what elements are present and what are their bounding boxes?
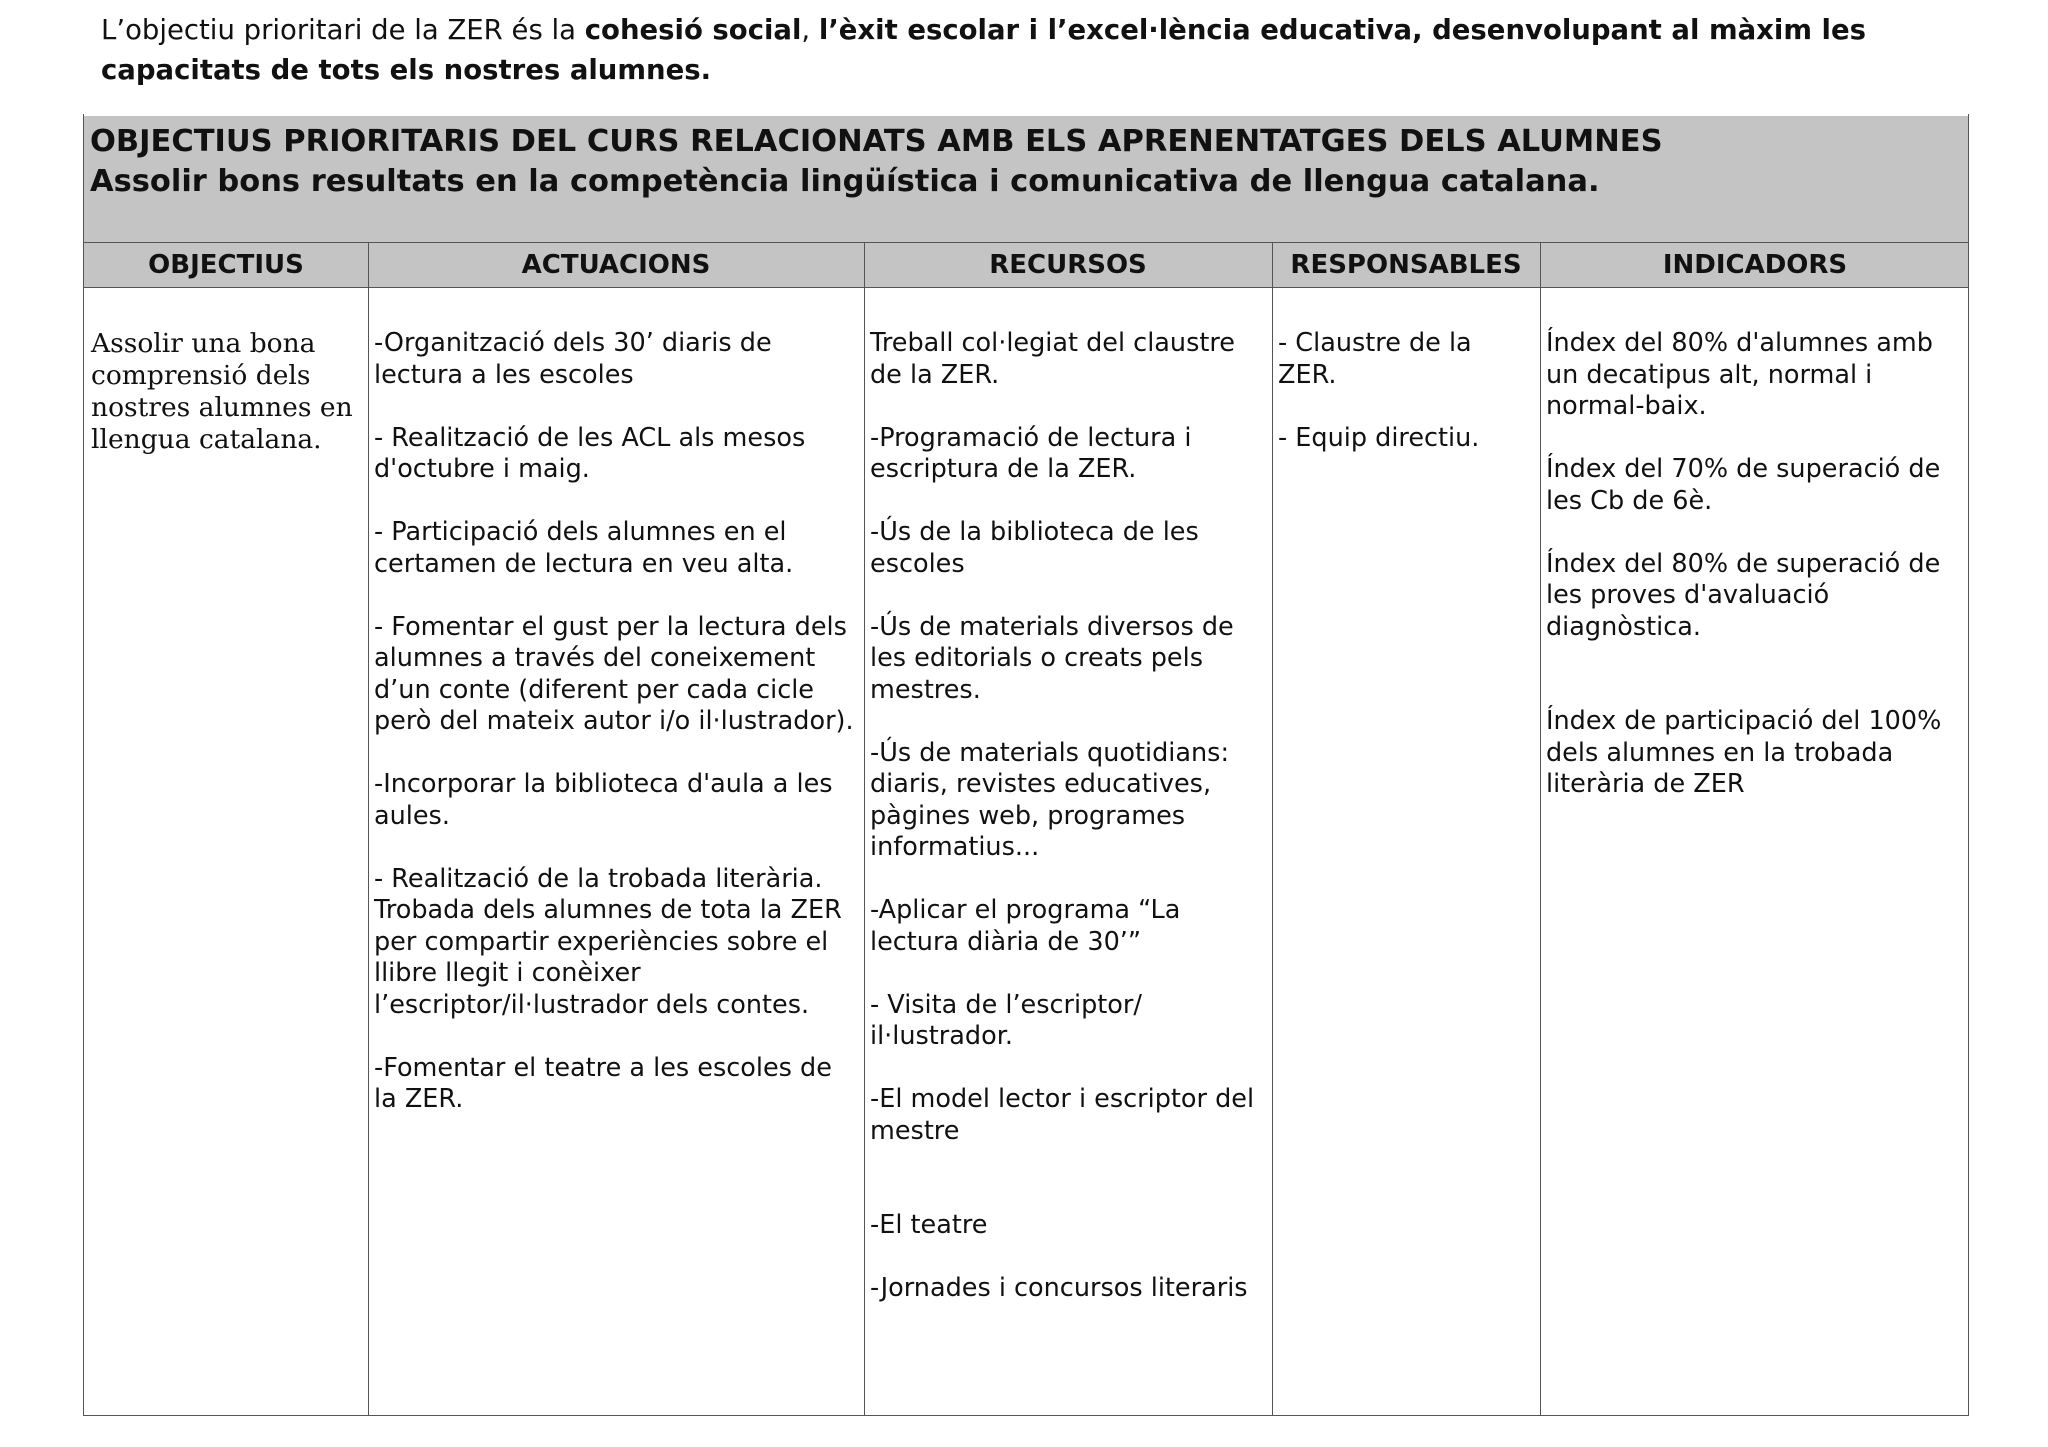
header-objectius: OBJECTIUS [148,250,304,280]
recurs-item: -Programació de lectura i escriptura de la ZER. [870,422,1192,484]
responsable-item: - Claustre de la ZER. [1278,328,1472,390]
recurs-item: -El model lector i escriptor del mestre [870,1084,1255,1146]
recurs-item: -Ús de materials quotidians: diaris, revistes educatives, pàgines web, programes informatius... [870,737,1230,862]
banner-title: OBJECTIUS PRIORITARIS DEL CURS RELACIONATS AMB ELS APRENENTATGES DELS ALUMNES [90,124,1663,159]
actuacio-item: -Organització dels 30’ diaris de lectura a les escoles [374,328,772,390]
cell-actuacions [368,328,864,1147]
cell-recursos [864,328,1272,1336]
cell-objectius [84,328,368,456]
indicador-item: Índex del 80% d'alumnes amb un decatipus alt, normal i normal-baix. [1546,328,1933,421]
indicador-item: Índex de participació del 100% dels alumnes en la trobada literària de ZER [1546,706,1942,799]
intro-bold-exit: l’èxit escolar i l’excel·lència educativa, desenvolupant al màxim les capacitats de tots els nostres alumnes. [101,14,1867,86]
responsable-item: - Equip directiu. [1278,422,1480,453]
intro-paragraph [101,10,1981,90]
recurs-item: - Visita de l’escriptor/ il·lustrador. [870,989,1142,1051]
actuacio-item: -Fomentar el teatre a les escoles de la ZER. [374,1052,832,1114]
cell-responsables [1272,328,1540,486]
indicador-item: Índex del 80% de superació de les proves d'avaluació diagnòstica. [1546,548,1941,642]
intro-separator: , [801,14,819,46]
header-recursos: RECURSOS [989,250,1147,280]
intro-bold-cohesio: cohesió social [584,14,802,46]
actuacio-item: -Incorporar la biblioteca d'aula a les aules. [374,769,833,831]
recurs-item: -Jornades i concursos literaris [870,1273,1248,1303]
table-banner [84,116,1968,242]
recurs-item: Treball col·legiat del claustre de la ZER. [870,328,1235,390]
recurs-item: -Ús de la biblioteca de les escoles [870,517,1199,579]
header-indicadors: INDICADORS [1662,250,1848,280]
indicador-item: Índex del 70% de superació de les Cb de 6è. [1546,454,1941,516]
actuacio-item: - Realització de la trobada literària. Trobada dels alumnes de tota la ZER per compartir experiències sobre el llibre llegit i conèixer l’escriptor/il·lustrador dels contes. [374,863,842,1020]
actuacio-item: - Fomentar el gust per la lectura dels alumnes a través del coneixement d’un conte (diferent per cada cicle però del mateix autor i/o il·lustrador). [374,611,854,736]
intro-prefix: L’objectiu prioritari de la ZER és la [101,14,585,46]
objectives-table [83,114,1969,1416]
recurs-item: -Aplicar el programa “La lectura diària de 30’” [870,895,1181,957]
table-header-row [84,242,1968,288]
recurs-item: -El teatre [870,1210,988,1240]
header-responsables: RESPONSABLES [1290,250,1522,280]
actuacio-item: - Participació dels alumnes en el certamen de lectura en veu alta. [374,517,794,579]
banner-subtitle: Assolir bons resultats en la competència lingüística i comunicativa de llengua catalana. [90,164,1600,199]
objective-text: Assolir una bona comprensió dels nostres alumnes en llengua catalana. [91,328,353,455]
cell-indicadors [1540,328,1970,832]
recurs-item: -Ús de materials diversos de les editorials o creats pels mestres. [870,611,1234,705]
header-actuacions: ACTUACIONS [521,250,711,280]
actuacio-item: - Realització de les ACL als mesos d'octubre i maig. [374,422,806,484]
